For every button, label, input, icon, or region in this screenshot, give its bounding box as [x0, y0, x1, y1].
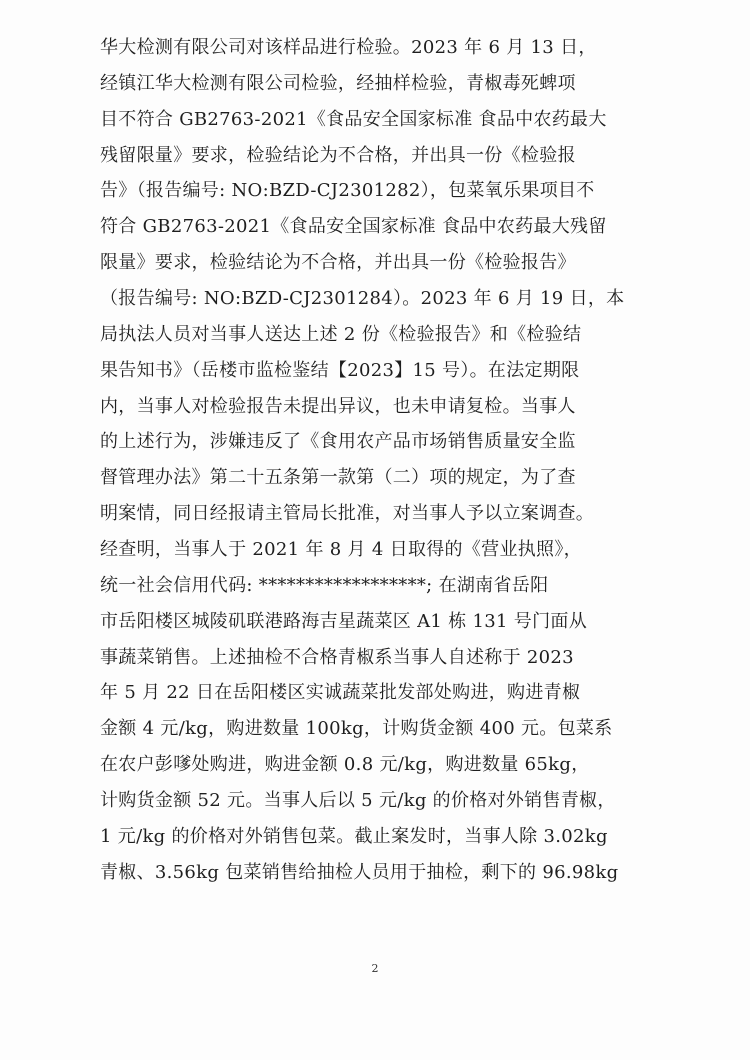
text-line-17: 市岳阳楼区城陵矶联港路海吉星蔬菜区 A1 栋 131 号门面从: [100, 611, 587, 632]
text-line-5: 告》（报告编号: NO:BZD-CJ2301282），包菜氧乐果项目不: [100, 180, 595, 201]
page-number: 2: [371, 962, 379, 975]
text-line-19: 年 5 月 22 日在岳阳楼区实诚蔬菜批发部处购进，购进青椒: [100, 682, 581, 703]
text-line-6: 符合 GB2763-2021《食品安全国家标准 食品中农药最大残留: [100, 216, 607, 237]
text-line-10: 果告知书》（岳楼市监检鉴结【2023】15 号）。在法定期限: [100, 360, 580, 381]
text-line-15: 经查明，当事人于 2021 年 8 月 4 日取得的《营业执照》，: [100, 539, 582, 560]
text-line-21: 在农户彭嗲处购进，购进金额 0.8 元/kg，购进数量 65kg，: [100, 754, 590, 775]
text-line-24: 青椒、3.56kg 包菜销售给抽检人员用于抽检，剩下的 96.98kg: [100, 862, 619, 883]
text-line-12: 的上述行为，涉嫌违反了《食用农产品市场销售质量安全监: [100, 431, 576, 452]
text-line-16: 统一社会信用代码: ******************; 在湖南省岳阳: [100, 575, 549, 596]
text-line-9: 局执法人员对当事人送达上述 2 份《检验报告》和《检验结: [100, 324, 582, 345]
text-line-20: 金额 4 元/kg，购进数量 100kg，计购货金额 400 元。包菜系: [100, 718, 613, 739]
text-line-14: 明案情，同日经报请主管局长批准，对当事人予以立案调查。: [100, 503, 595, 524]
text-line-1: 华大检测有限公司对该样品进行检验。2023 年 6 月 13 日，: [100, 37, 597, 58]
text-line-4: 残留限量》要求，检验结论为不合格，并出具一份《检验报: [100, 145, 576, 166]
text-line-11: 内，当事人对检验报告未提出异议，也未申请复检。当事人: [100, 396, 576, 417]
text-line-23: 1 元/kg 的价格对外销售包菜。截止案发时，当事人除 3.02kg: [100, 826, 608, 847]
text-line-22: 计购货金额 52 元。当事人后以 5 元/kg 的价格对外销售青椒，: [100, 790, 616, 811]
text-line-2: 经镇江华大检测有限公司检验，经抽样检验，青椒毒死蜱项: [100, 73, 576, 94]
text-line-7: 限量》要求，检验结论为不合格，并出具一份《检验报告》: [100, 252, 576, 273]
text-line-8: （报告编号: NO:BZD-CJ2301284）。2023 年 6 月 19 日，本: [100, 288, 625, 309]
text-line-18: 事蔬菜销售。上述抽检不合格青椒系当事人自述称于 2023: [100, 647, 574, 668]
text-line-3: 目不符合 GB2763-2021《食品安全国家标准 食品中农药最大: [100, 109, 607, 130]
text-line-13: 督管理办法》第二十五条第一款第（二）项的规定，为了查: [100, 467, 576, 488]
